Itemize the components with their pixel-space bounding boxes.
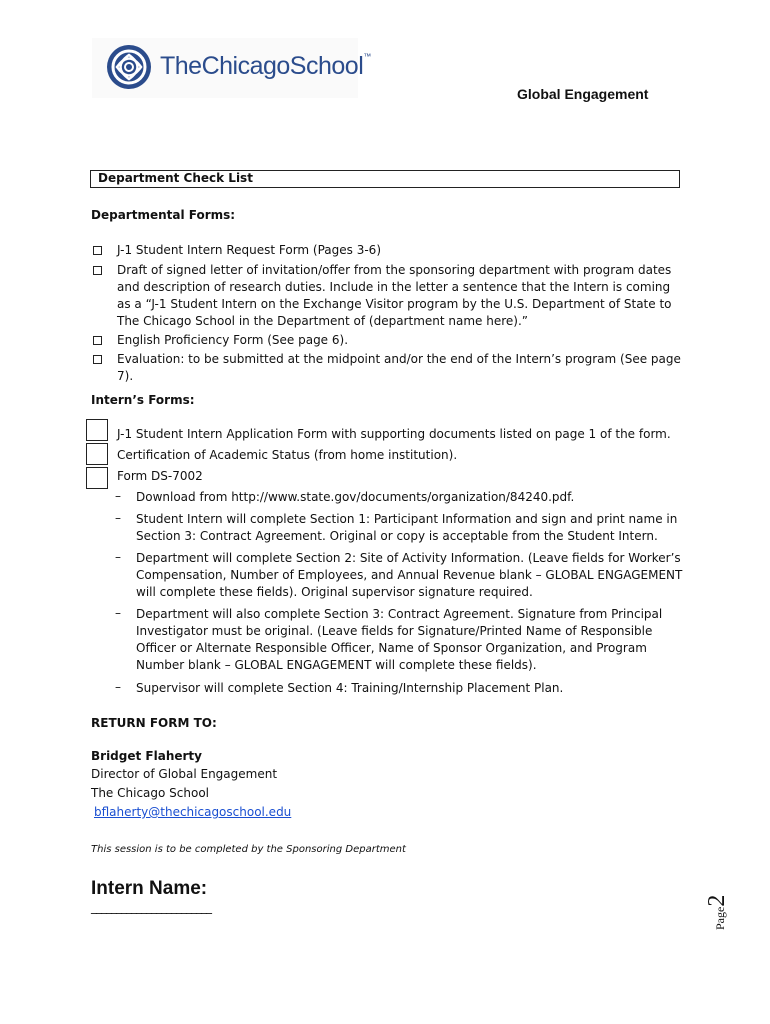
dash-marker: – <box>115 606 121 620</box>
intern-name-label: Intern Name: <box>91 878 208 899</box>
item-evaluation: Evaluation: to be submitted at the midpoint and/or the end of the Intern’s program (See page 7). <box>117 352 681 383</box>
checkbox-request-form[interactable] <box>93 246 102 255</box>
contact-name: Bridget Flaherty <box>91 749 202 763</box>
dash-marker: – <box>115 489 121 503</box>
intern-name-field[interactable]: ________________________ <box>91 900 211 914</box>
department-title: Global Engagement <box>517 86 649 102</box>
return-form-heading: RETURN FORM TO: <box>91 716 217 730</box>
footer-note: This session is to be completed by the Sponsoring Department <box>91 844 406 855</box>
checkbox-application-form[interactable] <box>86 419 108 441</box>
checkbox-evaluation[interactable] <box>93 355 102 364</box>
subitem-section1: Student Intern will complete Section 1: Participant Information and sign and print name in Section 3: Contract Agreement. Original or copy is acceptable from the Student Intern. <box>136 512 678 543</box>
contact-title: Director of Global Engagement <box>91 767 278 781</box>
checkbox-english-proficiency[interactable] <box>93 336 102 345</box>
item-ds7002: Form DS-7002 <box>117 469 203 483</box>
dash-marker: – <box>115 550 121 564</box>
subitem-section2: Department will complete Section 2: Site of Activity Information. (Leave fields for Worker’s Compensation, Number of Employees, and Annual Revenue blank – GLOBAL ENGAGEMENT will complete these fields). Original supervisor signature required. <box>136 551 683 599</box>
item-invitation-letter: Draft of signed letter of invitation/offer from the sponsoring department with program dates and description of research duties. Include in the letter a sentence that the Intern is coming as a “J-1 Student Intern on the Exchange Visitor program by the U.S. Department of State to The Chicago School in the Department of (department name here).” <box>117 263 672 328</box>
interns-forms-heading: Intern’s Forms: <box>91 393 195 407</box>
item-application-form: J-1 Student Intern Application Form with supporting documents listed on page 1 of the form. <box>117 427 671 441</box>
page-number: 2 <box>704 894 730 907</box>
page-word: Page <box>713 906 727 930</box>
item-academic-status: Certification of Academic Status (from home institution). <box>117 448 458 462</box>
page-number-label <box>704 870 744 930</box>
subitem-download: Download from http://www.state.gov/documents/organization/84240.pdf. <box>136 490 575 504</box>
departmental-forms-heading: Departmental Forms: <box>91 208 236 222</box>
dash-marker: – <box>115 680 121 694</box>
dash-marker: – <box>115 511 121 525</box>
contact-email-wrap <box>94 804 291 821</box>
logo-wordmark: TheChicagoSchool™ <box>160 52 371 80</box>
item-request-form: J-1 Student Intern Request Form (Pages 3-6) <box>117 243 381 257</box>
chicago-school-logo-icon <box>104 42 154 92</box>
checkbox-invitation-letter[interactable] <box>93 266 102 275</box>
subitem-section3: Department will also complete Section 3: Contract Agreement. Signature from Principal Investigator must be original. (Leave fields for Signature/Printed Name of Responsible Officer or Alternate Responsible Officer, Name of Sponsor Organization, and Program Number blank – GLOBAL ENGAGEMENT will complete these fields). <box>136 607 663 672</box>
checkbox-academic-status[interactable] <box>86 443 108 465</box>
subitem-section4: Supervisor will complete Section 4: Training/Internship Placement Plan. <box>136 681 564 695</box>
item-english-proficiency: English Proficiency Form (See page 6). <box>117 333 349 347</box>
contact-email-link[interactable]: bflaherty@thechicagoschool.edu <box>94 805 292 819</box>
checkbox-ds7002[interactable] <box>86 467 108 489</box>
checklist-title: Department Check List <box>98 171 253 185</box>
contact-org: The Chicago School <box>91 786 210 800</box>
